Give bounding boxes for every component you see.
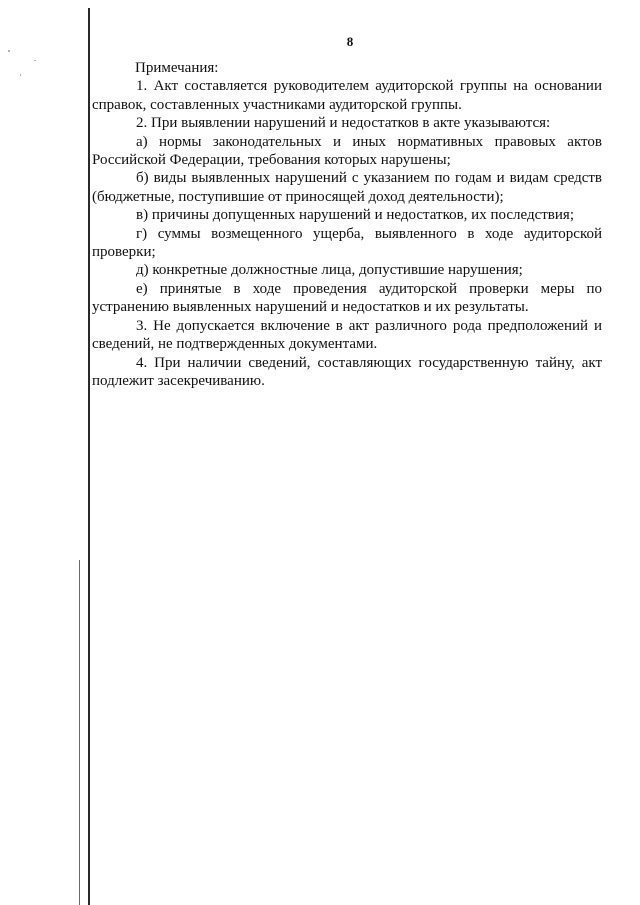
scan-speck xyxy=(20,74,21,76)
binding-edge-shadow xyxy=(79,560,80,905)
note-2e-line-2: устранению выявленных нарушений и недостатков и их результаты. xyxy=(92,299,529,316)
note-4-line-1: 4. При наличии сведений, составляющих государственную тайну, акт xyxy=(136,354,602,371)
note-1-line-2: справок, составленных участниками аудиторской группы. xyxy=(92,96,462,113)
note-2a-line-2: Российской Федерации, требования которых нарушены; xyxy=(92,152,451,169)
note-3-line-2: сведений, не подтвержденных документами. xyxy=(92,336,378,353)
note-1-line-1: 1. Акт составляется руководителем аудиторской группы на основании xyxy=(136,78,602,95)
scan-speck xyxy=(34,60,36,61)
scan-speck xyxy=(8,50,10,52)
note-2g-line-1: г) суммы возмещенного ущерба, выявленного в ходе аудиторской xyxy=(136,225,602,242)
page-number: 8 xyxy=(346,34,354,49)
note-4-line-2: подлежит засекречиванию. xyxy=(92,372,265,389)
binding-edge-line xyxy=(88,8,90,905)
notes-body xyxy=(92,59,602,390)
note-2g-line-2: проверки; xyxy=(92,244,156,261)
note-2b-line-2: (бюджетные, поступившие от приносящей доход деятельности); xyxy=(92,188,504,205)
notes-heading: Примечания: xyxy=(135,60,219,76)
note-2b-line-1: б) виды выявленных нарушений с указанием по годам и видам средств xyxy=(136,170,602,187)
note-2v-line-1: в) причины допущенных нарушений и недостатков, их последствия; xyxy=(136,207,574,224)
note-2-line-1: 2. При выявлении нарушений и недостатков в акте указываются: xyxy=(136,115,551,132)
note-2a-line-1: а) нормы законодательных и иных нормативных правовых актов xyxy=(136,133,602,150)
note-2d-line-1: д) конкретные должностные лица, допустившие нарушения; xyxy=(136,262,523,279)
note-3-line-1: 3. Не допускается включение в акт различного рода предположений и xyxy=(136,317,602,334)
note-2e-line-1: е) принятые в ходе проведения аудиторской проверки меры по xyxy=(136,280,602,297)
